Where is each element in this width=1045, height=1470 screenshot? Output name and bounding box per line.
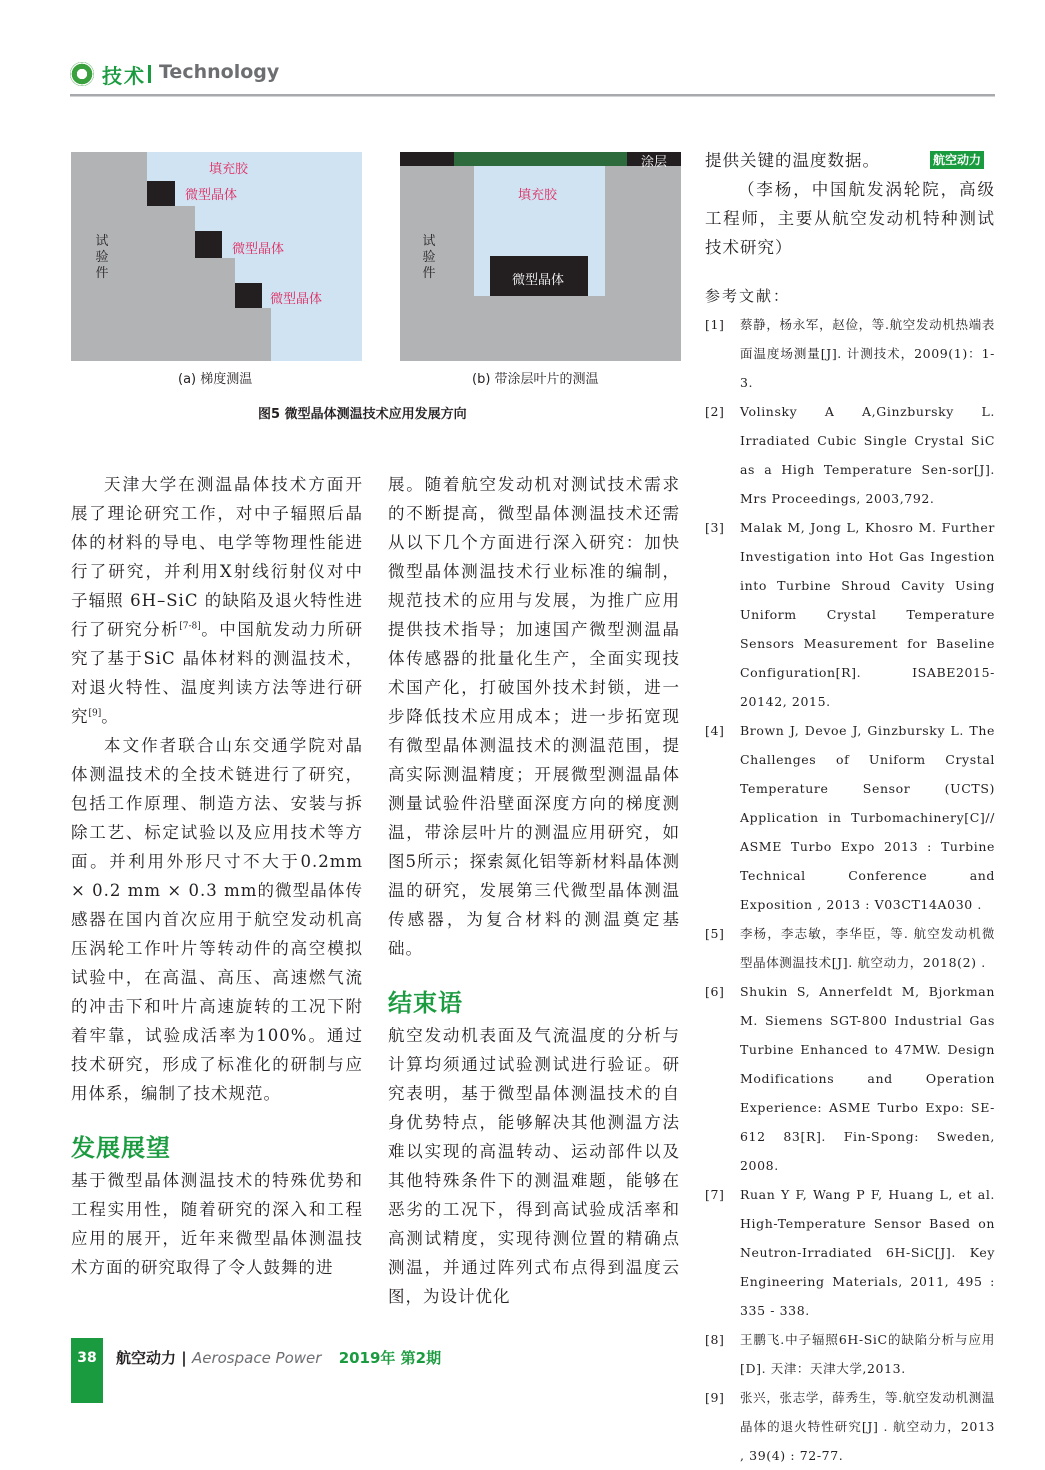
reference-text: Volinsky A A,Ginzbursky L. Irradiated Cubic Single Crystal SiC as a High Temperature Sen-sor[J]. Mrs Proceedings, 2003,792. [740,404,995,506]
page-number: 38 [77,1350,97,1366]
fill-region [271,308,362,361]
coating-label: 涂层 [641,155,668,170]
journal-logo-icon [70,62,94,86]
reference-text: Malak M, Jong L, Khosro M. Further Investigation into Hot Gas Ingestion into Turbine Shroud Cavity Using Uniform Crystal Temperature Sensors Measurement for Baseline Configuration[R]. ISABE2015-20142, 2015. [740,520,995,709]
reference-text: 蔡静，杨永军，赵俭，等.航空发动机热端表面温度场测量[J]. 计测技术，2009(1)：1-3. [740,317,995,390]
fill-label: 填充胶 [518,188,558,203]
reference-item [705,716,995,919]
micro-crystal [235,283,262,308]
reference-text: Shukin S, Annerfeldt M, Bjorkman M. Siemens SGT-800 Industrial Gas Turbine Enhanced to 47MW. Design Modifications and Operation Experience: ASME Turbo Expo: SE-612 83[R]. Fin-Spong: Sweden, 2008. [740,984,995,1173]
issue-label: 2019年 第2期 [338,1349,442,1367]
micro-crystal [195,231,222,258]
paragraph [71,470,363,731]
footer-journal: 航空动力 | Aerospace Power 2019年 第2期 [116,1349,442,1367]
reference-number: [3] [705,520,725,535]
reference-item [705,919,995,977]
page-header [70,60,995,100]
section-title-en: Technology [159,61,280,83]
reference-item [705,977,995,1180]
journal-name-cn: 航空动力 [116,1349,177,1367]
figure-a-caption: (a) 梯度测温 [178,372,253,387]
reference-text: Ruan Y F, Wang P F, Huang L, et al. High-Temperature Sensor Based on Neutron-Irradiated 6H-SiC[J]. Key Engineering Materials, 2011, 495 : 335 - 338. [740,1187,995,1318]
section-divider [148,65,151,83]
citation: [9] [88,708,102,719]
reference-number: [6] [705,984,725,999]
fill-region [147,152,362,181]
crystal-label: 微型晶体 [270,292,323,307]
reference-item [705,513,995,716]
reference-item [705,310,995,397]
reference-text: Brown J, Devoe J, Ginzbursky L. The Challenges of Uniform Crystal Temperature Sensor (UCTS) Application in Turbomachinery[C]// ASME Turbo Expo 2013 : Turbine Technical Conference and Exposition , 2013 : V03CT14A030 . [740,723,995,912]
reference-item [705,1325,995,1383]
reference-text: 张兴，张志学，薛秀生，等.航空发动机测温晶体的退火特性研究[J] . 航空动力，2013 , 39(4) : 72-77. [740,1390,995,1463]
reference-text: 李杨，李志敏，李华臣，等. 航空发动机微型晶体测温技术[J]. 航空动力，2018(2) . [740,926,995,970]
journal-name-en: Aerospace Power [191,1349,322,1367]
references-list [705,310,995,1470]
figure-b-caption: (b) 带涂层叶片的测温 [472,372,599,387]
text-column-3 [705,146,995,1470]
paragraph [705,146,995,175]
crystal-label: 微型晶体 [185,188,238,203]
paragraph: 航空发动机表面及气流温度的分析与计算均须通过试验测试进行验证。研究表明，基于微型晶体测温技术的自身优势特点，能够解决其他测温方法难以实现的高温转动、运动部件以及其他特殊条件下的测温难题，能够在恶劣的工况下，得到高试验成活率和高测试精度，实现待测位置的精确点测温，并通过阵列式布点得到温度云图，为设计优化 [388,1026,680,1306]
figure-b-coated-blade [400,152,681,361]
paragraph-text: 。中国航发动力所研究了基于SiC 晶体材料的测温技术，对退火特性、温度判读方法等进行研究 [71,620,364,726]
paragraph: 本文作者联合山东交通学院对晶体测温技术的全技术链进行了研究，包括工作原理、制造方法、安装与拆除工艺、标定试验以及应用技术等方面。并利用外形尺寸不大于0.2mm × 0.2 mm × 0.3 mm的微型晶体传感器在国内首次应用于航空发动机高压涡轮工作叶片等转动件的高空模拟试验中，在高温、高压、高速燃气流的冲击下和叶片高速旋转的工况下附着牢靠，试验成活率为100%。通过技术研究，形成了标准化的研制与应用体系，编制了技术规范。 [71,736,363,1103]
citation: [7-8] [179,621,201,632]
text-column-1 [71,470,363,1282]
reference-item [705,1180,995,1325]
reference-number: [2] [705,404,725,419]
reference-number: [9] [705,1390,725,1405]
header-rule [70,94,995,97]
reference-number: [8] [705,1332,725,1347]
text-column-2 [388,470,680,1311]
reference-number: [7] [705,1187,725,1202]
reference-number: [4] [705,723,725,738]
reference-text: 王鹏飞.中子辐照6H-SiC的缺陷分析与应用[D]. 天津：天津大学,2013. [740,1332,995,1376]
references-heading: 参考文献： [705,287,791,305]
section-heading: 发展展望 [71,1134,171,1162]
section-heading: 结束语 [388,989,463,1017]
paragraph: 展。随着航空发动机对测试技术需求的不断提高，微型晶体测温技术还需从以下几个方面进行深入研究：加快微型晶体测温技术行业标准的编制，规范技术的应用与发展，为推广应用提供技术指导；加速国产微型测温晶体传感器的批量化生产，全面实现技术国产化，打破国外技术封锁，进一步降低技术应用成本；进一步拓宽现有微型晶体测温技术的测温范围，提高实际测温精度；开展微型测温晶体测量试验件沿壁面深度方向的梯度测温，带涂层叶片的测温应用研究，如图5所示；探索氮化铝等新材料晶体测温的研究，发展第三代微型晶体测温传感器，为复合材料的测温奠定基础。 [388,475,680,958]
figure-a-gradient [71,152,362,361]
micro-crystal [147,181,175,206]
reference-number: [1] [705,317,725,332]
specimen-label: 试验件 [422,234,436,281]
reference-number: [5] [705,926,725,941]
paragraph-text: 提供关键的温度数据。 [705,151,880,170]
paragraph-text: 天津大学在测温晶体技术方面开展了理论研究工作，对中子辐照后晶体的材料的导电、电学等物理性能进行了研究，并利用X射线衍射仪对中子辐照 6H–SiC 的缺陷及退火特性进行了研究分析 [71,475,363,639]
crystal-label: 微型晶体 [512,273,565,288]
section-title-cn: 技术 [102,64,146,88]
fill-label: 填充胶 [209,162,249,177]
coating-layer [454,152,627,166]
figure-caption: 图5 微型晶体测温技术应用发展方向 [258,407,467,422]
specimen-label: 试验件 [95,234,109,281]
reference-item [705,397,995,513]
paragraph-text: 。 [101,707,119,726]
reference-item [705,1383,995,1470]
paragraph: 基于微型晶体测温技术的特殊优势和工程实用性，随着研究的深入和工程应用的展开，近年来微型晶体测温技术方面的研究取得了令人鼓舞的进 [71,1171,363,1277]
footer-bar [71,1338,103,1403]
journal-brand-badge: 航空动力 [930,151,984,169]
crystal-label: 微型晶体 [232,242,285,257]
author-note: （李杨，中国航发涡轮院，高级工程师，主要从航空发动机特种测试技术研究） [705,180,995,257]
